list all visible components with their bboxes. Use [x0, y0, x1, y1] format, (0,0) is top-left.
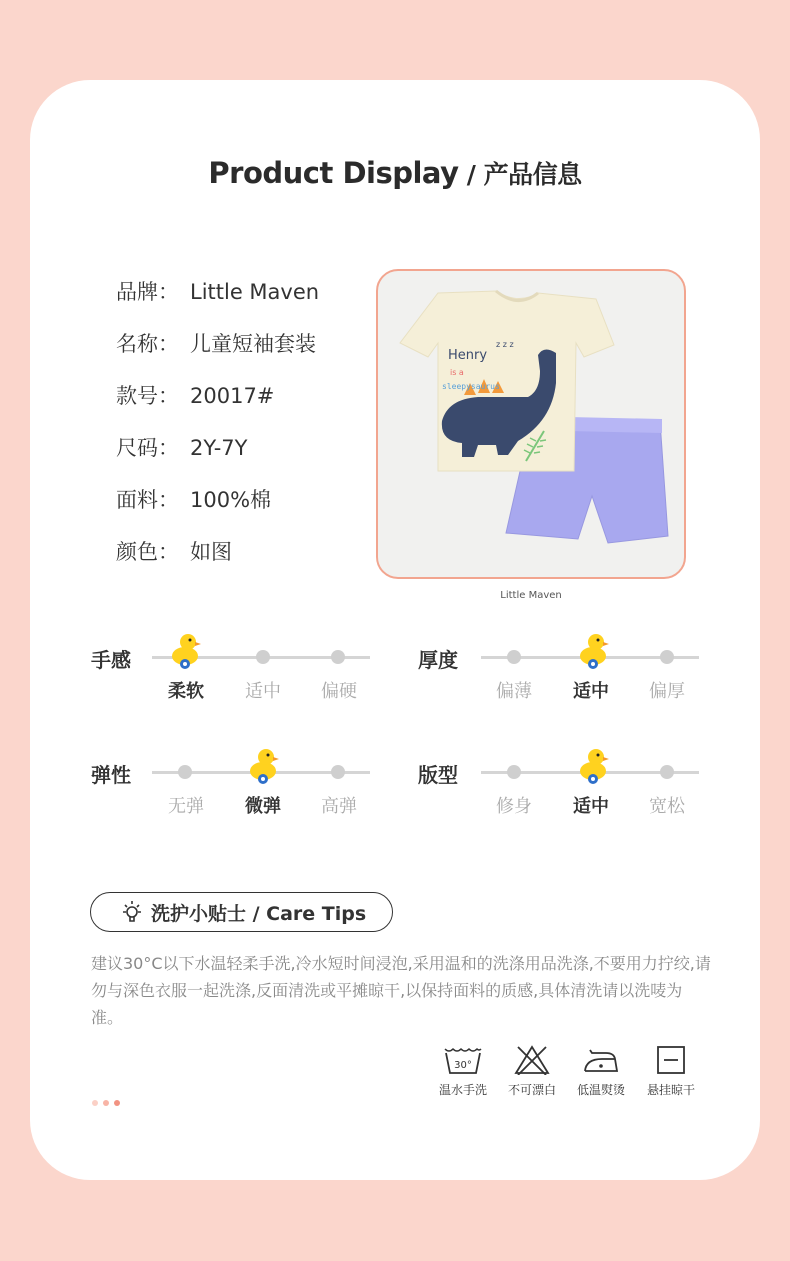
- info-row-name: 名称： 儿童短袖套装: [116, 332, 316, 356]
- hang-dry-icon: [655, 1045, 687, 1075]
- shirt-text-is-a: is a: [450, 368, 464, 377]
- attr-feel-dot-2: [256, 650, 270, 664]
- title-cn: 产品信息: [483, 160, 582, 189]
- care-tips-text: 建议30°C以下水温轻柔手洗,冷水短时间浸泡,采用温和的洗涤用品洗涤,不要用力拧绞,请勿与深色衣服一起洗涤,反面清洗或平摊晾干,以保持面料的质感,具体清洗请以洗唛为准。: [91, 954, 711, 1027]
- dot-1: [92, 1100, 98, 1106]
- attr-thickness-opt-1: 偏薄: [496, 681, 532, 702]
- care-label-bleach: 不可漂白: [507, 1083, 556, 1097]
- care-label-wash: 温水手洗: [438, 1083, 487, 1097]
- attr-fit-opt-2: 适中: [573, 796, 609, 817]
- dot-2: [103, 1100, 109, 1106]
- attr-elasticity-opt-2: 微弹: [245, 796, 281, 817]
- attr-elasticity-label: 弹性: [91, 763, 131, 787]
- attr-thickness-opt-2: 适中: [573, 681, 609, 702]
- dot-3: [114, 1100, 120, 1106]
- title-en: Product Display: [208, 156, 459, 190]
- attr-fit-opt-3: 宽松: [649, 796, 685, 817]
- image-caption: Little Maven: [500, 590, 562, 601]
- duck-marker-elasticity-icon: [246, 747, 280, 785]
- care-tips-label: 洗护小贴士 / Care Tips: [151, 902, 367, 925]
- attr-feel-opt-2: 适中: [245, 681, 281, 702]
- attr-feel-opt-1: 柔软: [168, 681, 204, 702]
- attr-fit-dot-1: [507, 765, 521, 779]
- wash-30-icon: [443, 1045, 483, 1075]
- shirt-text-henry: Henry: [448, 348, 488, 363]
- attr-thickness-dot-1: [507, 650, 521, 664]
- duck-marker-thickness-icon: [576, 632, 610, 670]
- attr-thickness-label: 厚度: [418, 648, 458, 672]
- attr-elasticity-dot-3: [331, 765, 345, 779]
- shirt-zzz: z z z: [496, 340, 514, 349]
- attr-feel-opt-3: 偏硬: [321, 681, 357, 702]
- product-image: [376, 269, 686, 579]
- care-item-bleach: [497, 1045, 567, 1098]
- care-label-iron: 低温熨烫: [576, 1083, 625, 1097]
- attr-feel-dot-3: [331, 650, 345, 664]
- attr-elasticity-dot-1: [178, 765, 192, 779]
- info-row-color: 颜色： 如图: [116, 540, 232, 564]
- attr-fit-dot-3: [660, 765, 674, 779]
- duck-marker-fit-icon: [576, 747, 610, 785]
- page-title: [0, 155, 790, 191]
- info-row-style: 款号： 20017#: [116, 384, 275, 408]
- care-item-wash: [428, 1045, 498, 1098]
- care-item-dry: [636, 1045, 706, 1098]
- attr-feel-label: 手感: [91, 648, 131, 672]
- pagination-dots: [92, 1091, 125, 1110]
- attr-elasticity-opt-1: 无弹: [168, 796, 204, 817]
- attr-fit-opt-1: 修身: [496, 796, 532, 817]
- care-tips-pill: [90, 892, 393, 932]
- wash-temp-text: 30°: [454, 1060, 472, 1071]
- iron-low-icon: [582, 1045, 620, 1075]
- title-sep: /: [458, 160, 484, 189]
- duck-marker-feel-icon: [168, 632, 202, 670]
- info-row-fabric: 面料： 100%棉: [116, 488, 272, 512]
- outfit-illustration: [378, 271, 684, 577]
- shirt-text-sleepysaurus: sleepysaurus: [442, 382, 500, 391]
- care-item-iron: [566, 1045, 636, 1098]
- info-row-brand: 品牌： Little Maven: [116, 280, 320, 304]
- attr-thickness-opt-3: 偏厚: [649, 681, 685, 702]
- lightbulb-icon: [121, 900, 143, 924]
- attr-fit-label: 版型: [418, 763, 458, 787]
- care-label-dry: 悬挂晾干: [646, 1083, 695, 1097]
- no-bleach-icon: [514, 1045, 550, 1075]
- attr-elasticity-opt-3: 高弹: [321, 796, 357, 817]
- info-row-size: 尺码： 2Y-7Y: [116, 436, 248, 460]
- attr-thickness-dot-3: [660, 650, 674, 664]
